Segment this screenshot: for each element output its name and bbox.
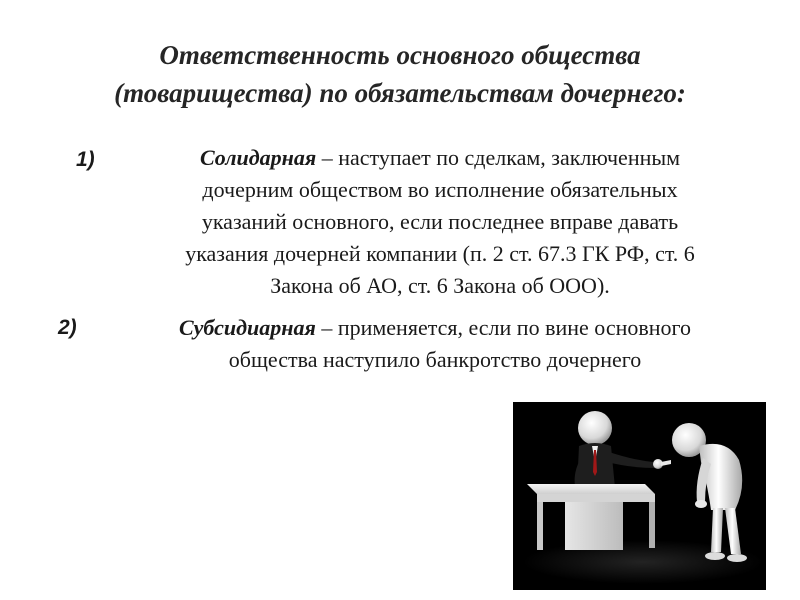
item-text bbox=[100, 312, 770, 376]
item-number: 1) bbox=[76, 148, 95, 171]
title-line-2: (товарищества) по обязательствам дочернего: bbox=[114, 78, 686, 108]
item-line: дочерним обществом во исполнение обязательных bbox=[202, 177, 678, 202]
item-term: Солидарная bbox=[199, 145, 317, 170]
item-number: 2) bbox=[58, 316, 77, 339]
item-line bbox=[110, 142, 770, 174]
item-line: Закона об АО, ст. 6 Закона об ООО). bbox=[270, 273, 610, 298]
item-term: Субсидиарная bbox=[178, 315, 316, 340]
item-line-text: – применяется, если по вине основного bbox=[315, 315, 691, 340]
item-line-text: – наступает по сделкам, заключенным bbox=[316, 145, 681, 170]
figures-illustration bbox=[513, 402, 766, 590]
item-line: общества наступило банкротство дочернего bbox=[228, 347, 642, 372]
title-line-1: Ответственность основного общества bbox=[159, 40, 641, 70]
list-item bbox=[40, 142, 760, 302]
item-line bbox=[100, 312, 770, 344]
list-item bbox=[40, 312, 760, 376]
item-text bbox=[110, 142, 770, 302]
item-line: указания дочерней компании (п. 2 ст. 67.3 ГК РФ, ст. 6 bbox=[185, 241, 695, 266]
boss-scolding-illustration bbox=[513, 402, 766, 590]
item-line: указаний основного, если последнее вправе давать bbox=[201, 209, 679, 234]
slide-title bbox=[40, 36, 760, 112]
